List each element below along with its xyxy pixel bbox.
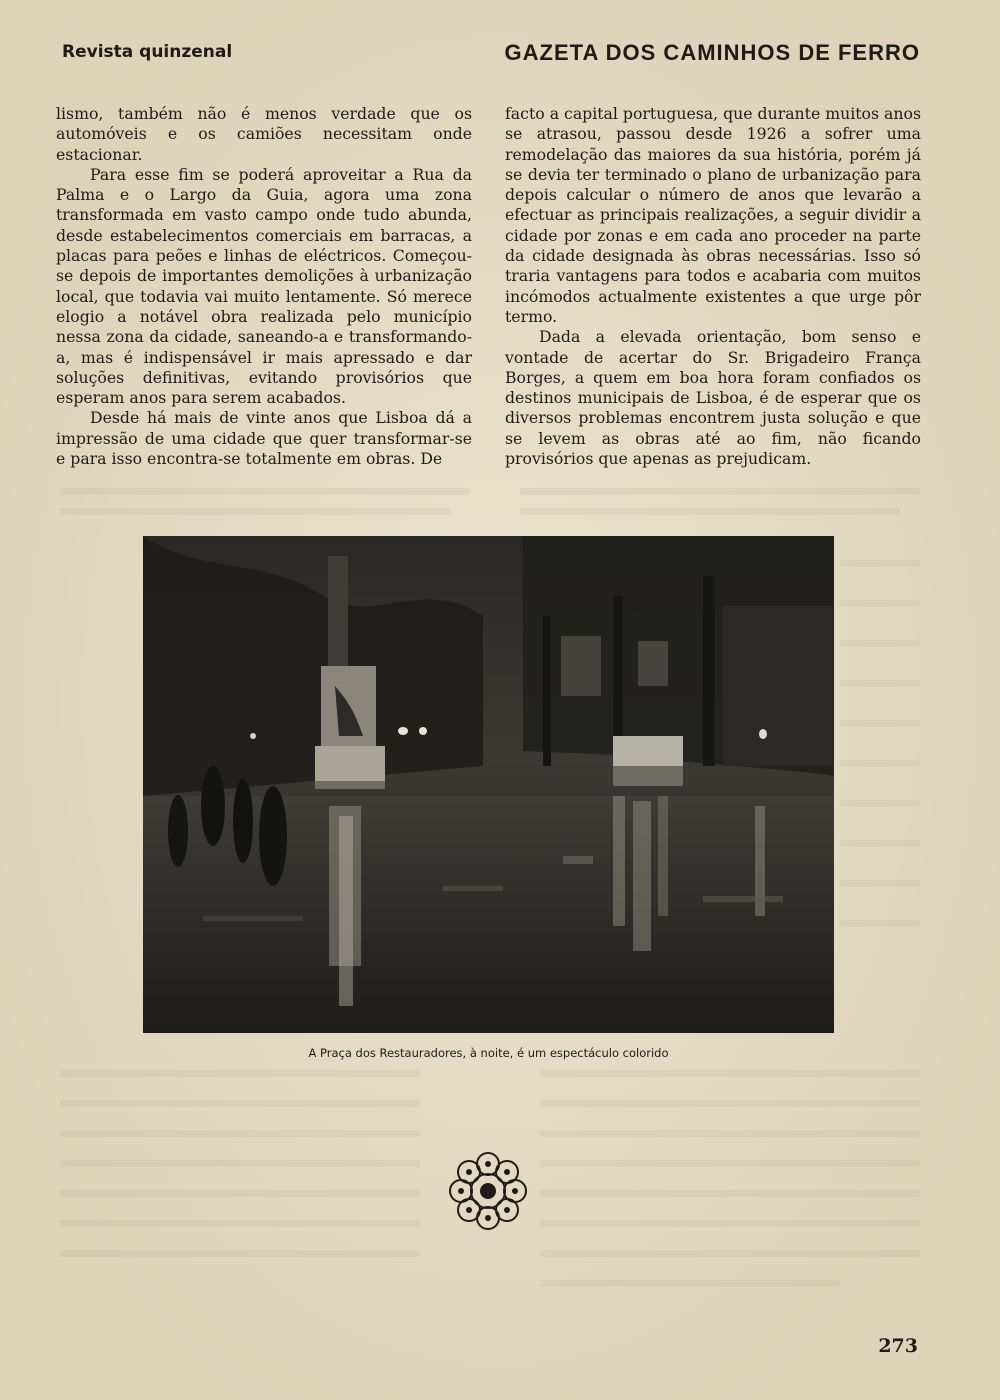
paragraph: Desde há mais de vinte anos que Lisboa dá a impressão de uma cidade que quer transformar-se e para isso encontra-se totalmente em obras. De bbox=[56, 408, 472, 469]
paragraph: Dada a elevada orientação, bom senso e vontade de acertar do Sr. Brigadeiro França Borges, a quem em boa hora foram confiados os destinos municipais de Lisboa, é de esperar que os diversos problemas encontrem justa solução e que se levem as obras até ao fim, não ficando provisórios que apenas as prejudicam. bbox=[505, 327, 921, 469]
paragraph: Para esse fim se poderá aproveitar a Rua da Palma e o Largo da Guia, agora uma zona transformada em vasto campo onde tudo abunda, desde estabelecimentos comerciais em barracas, a placas para peões e linhas de eléctricos. Começou-se depois de importantes demolições à urbanização local, que todavia vai muito lentamente. Só merece elogio a notável obra realizada pelo município nessa zona da cidade, saneando-a e transformando-a, mas é indispensável ir mais apressado e dar soluções definitivas, evitando provisórios que esperam anos para serem acabados. bbox=[56, 164, 472, 408]
text-column-left bbox=[56, 104, 472, 469]
page-number: 273 bbox=[878, 1335, 918, 1357]
header-publication-title: GAZETA DOS CAMINHOS DE FERRO bbox=[504, 40, 920, 65]
text-column-right bbox=[505, 104, 921, 469]
header-section-title: Revista quinzenal bbox=[62, 42, 233, 62]
photo-caption: A Praça dos Restauradores, à noite, é um espectáculo colorido bbox=[308, 1046, 669, 1060]
running-header bbox=[62, 40, 920, 70]
paragraph: facto a capital portuguesa, que durante muitos anos se atrasou, passou desde 1926 a sofrer uma remodelação das maiores da sua história, porém já se devia ter terminado o plano de urbanização para depois calcular o número de anos que levarão a efectuar as principais realizações, a seguir dividir a cidade por zonas e em cada ano proceder na parte da cidade designada às obras necessárias. Isso só traria vantagens para todos e acabaria com muitos incómodos actualmente existentes a que urge pôr termo. bbox=[505, 104, 921, 326]
paragraph: lismo, também não é menos verdade que os automóveis e os camiões necessitam onde estacionar. bbox=[56, 104, 472, 164]
night-square-photograph bbox=[143, 536, 834, 1033]
floral-ornament-icon bbox=[446, 1149, 530, 1233]
